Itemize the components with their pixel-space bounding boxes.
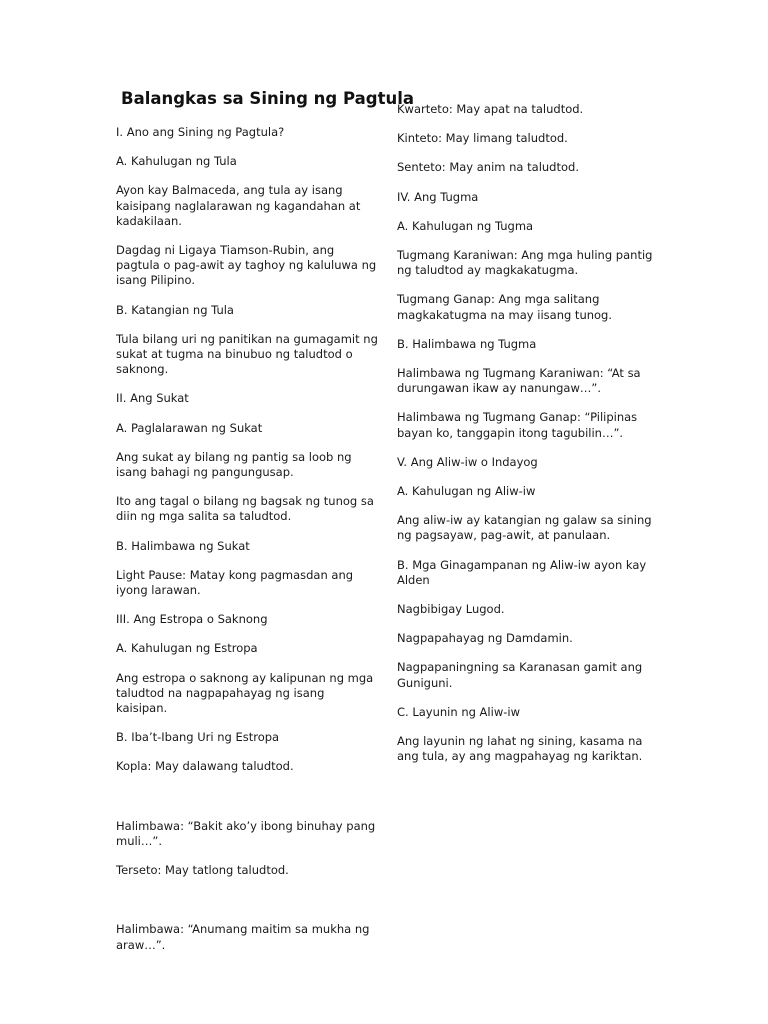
paragraph: Kinteto: May limang taludtod. [397, 131, 568, 146]
paragraph: Tugmang Karaniwan: Ang mga huling pantig ng taludtod ay magkakatugma. [397, 248, 653, 278]
paragraph: Nagpapahayag ng Damdamin. [397, 631, 573, 646]
paragraph: Halimbawa: “Bakit ako’y ibong binuhay pang muli…”. [116, 818, 376, 848]
section-heading: II. Ang Sukat [116, 391, 189, 406]
paragraph: Ang sukat ay bilang ng pantig sa loob ng isang bahagi ng pangungusap. [116, 449, 352, 480]
subsection-heading: A. Kahulugan ng Tula [116, 154, 237, 169]
paragraph: Senteto: May anim na taludtod. [397, 160, 579, 175]
paragraph: Ang estropa o saknong ay kalipunan ng mga taludtod na nagpapahayag ng isang kaisipan. [116, 670, 374, 716]
section-heading: V. Ang Aliw-iw o Indayog [397, 454, 538, 469]
paragraph: Ito ang tagal o bilang ng bagsak ng tunog sa diin ng mga salita sa taludtod. [116, 494, 374, 524]
paragraph: Ayon kay Balmaceda, ang tula ay isang kaisipang naglalarawan ng kagandahan at kadakilaan. [116, 183, 361, 228]
subsection-heading: A. Paglalarawan ng Sukat [116, 420, 263, 435]
section-heading: III. Ang Estropa o Saknong [116, 612, 268, 627]
paragraph: Halimbawa ng Tugmang Karaniwan: “At sa durungawan ikaw ay nanungaw…”. [397, 366, 641, 396]
paragraph: Kwarteto: May apat na taludtod. [397, 102, 584, 116]
paragraph: Tula bilang uri ng panitikan na gumagamit ng sukat at tugma na binubuo ng taludtod o saknong. [116, 331, 378, 377]
right-column [397, 102, 659, 778]
paragraph: Dagdag ni Ligaya Tiamson-Rubin, ang pagtula o pag-awit ay taghoy ng kaluluwa ng isang Pilipino. [116, 243, 377, 288]
subsection-heading: B. Mga Ginagampanan ng Aliw-iw ayon kay Alden [397, 557, 647, 587]
left-column [116, 125, 378, 967]
subsection-heading: B. Halimbawa ng Sukat [116, 538, 250, 553]
document-title: Balangkas sa Sining ng Pagtula [121, 89, 414, 108]
paragraph: Tugmang Ganap: Ang mga salitang magkakatugma na may iisang tunog. [397, 292, 613, 322]
subsection-heading: B. Halimbawa ng Tugma [397, 336, 537, 351]
subsection-heading: B. Iba’t-Ibang Uri ng Estropa [116, 730, 280, 745]
subsection-heading: A. Kahulugan ng Estropa [116, 641, 258, 656]
paragraph: Nagbibigay Lugod. [397, 602, 505, 617]
subsection-heading: C. Layunin ng Aliw-iw [397, 704, 520, 719]
paragraph: Ang layunin ng lahat ng sining, kasama na ang tula, ay ang magpahayag ng kariktan. [397, 734, 643, 764]
subsection-heading: A. Kahulugan ng Aliw-iw [397, 484, 536, 499]
paragraph: Halimbawa: “Anumang maitim sa mukha ng araw…”. [116, 922, 370, 952]
paragraph: Halimbawa ng Tugmang Ganap: “Pilipinas bayan ko, tanggapin itong tagubilin…”. [397, 410, 638, 440]
paragraph: Terseto: May tatlong taludtod. [116, 863, 289, 878]
paragraph: Ang aliw-iw ay katangian ng galaw sa sining ng pagsayaw, pag-awit, at panulaan. [397, 513, 652, 543]
paragraph: Nagpapaningning sa Karanasan gamit ang Guniguni. [397, 660, 643, 690]
section-heading: I. Ano ang Sining ng Pagtula? [116, 125, 285, 139]
paragraph: Light Pause: Matay kong pagmasdan ang iyong larawan. [116, 567, 354, 598]
subsection-heading: A. Kahulugan ng Tugma [397, 218, 534, 233]
subsection-heading: B. Katangian ng Tula [116, 302, 234, 317]
paragraph: Kopla: May dalawang taludtod. [116, 759, 294, 774]
section-heading: IV. Ang Tugma [397, 189, 479, 204]
